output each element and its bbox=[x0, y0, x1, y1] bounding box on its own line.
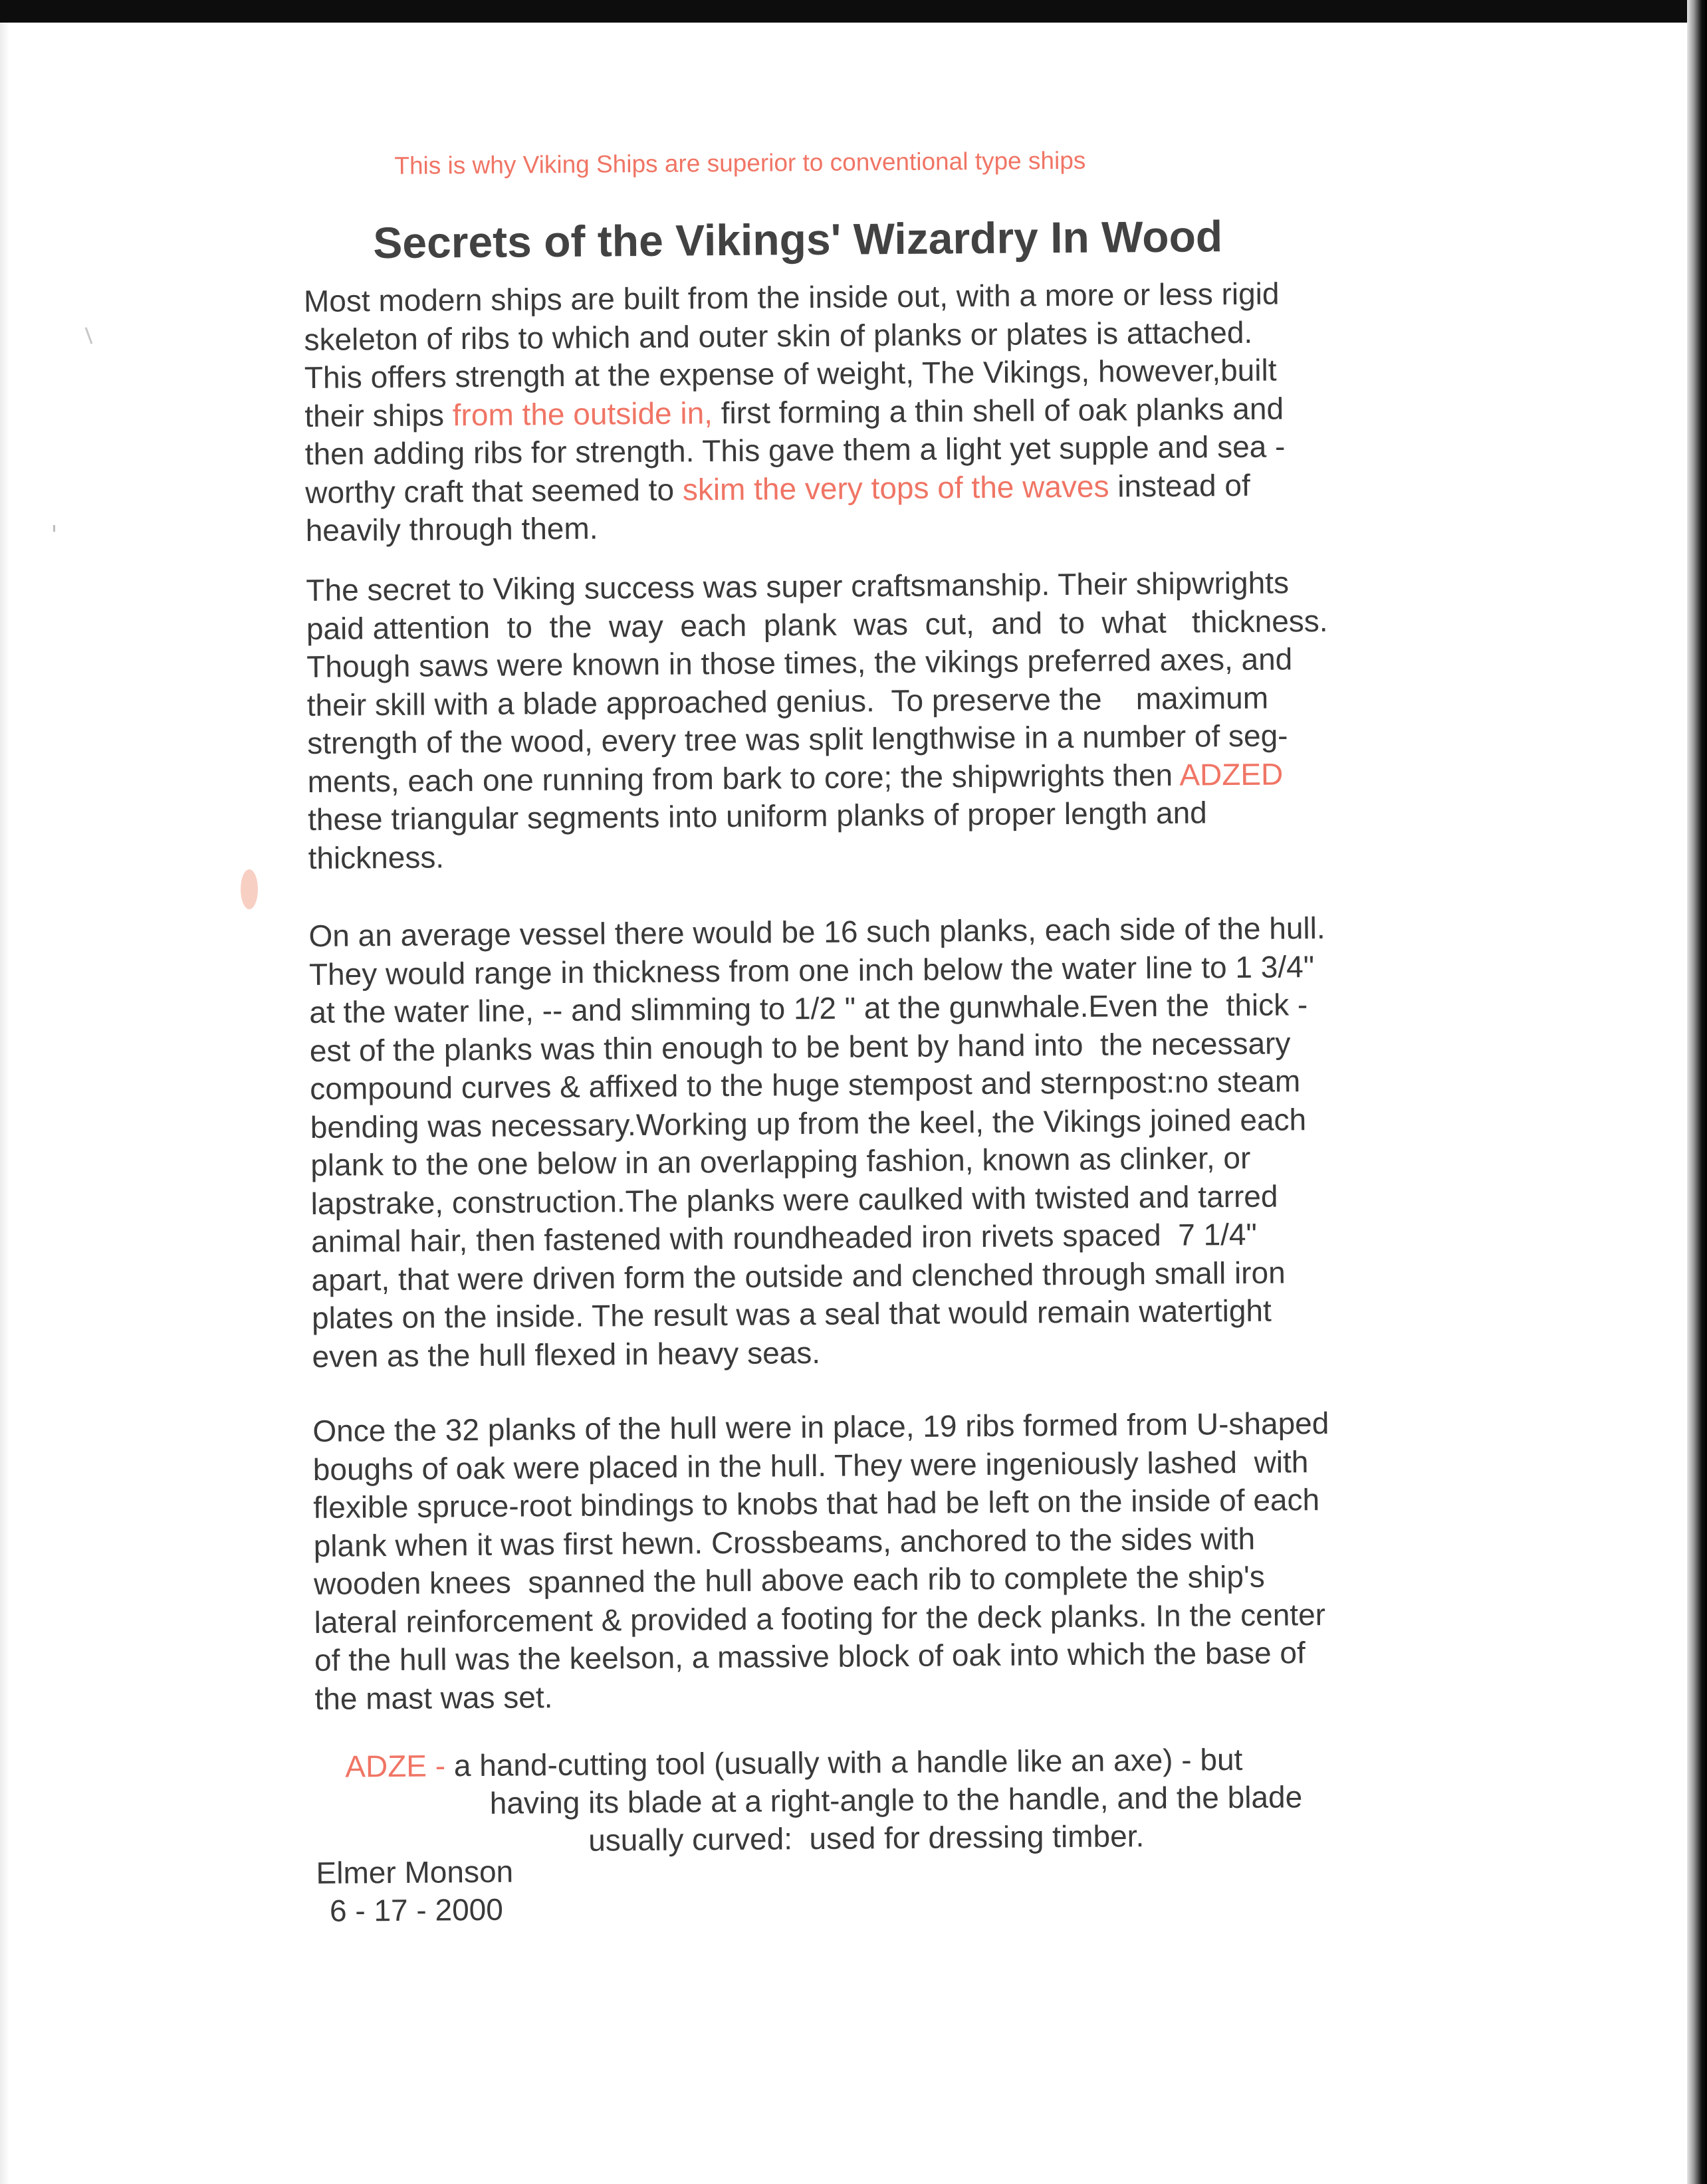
text-segment: worthy craft that seemed to bbox=[305, 472, 683, 510]
document-date: 6 - 17 - 2000 bbox=[329, 1892, 504, 1928]
definition-adze bbox=[315, 1738, 1545, 1858]
tagline: This is why Viking Ships are superior to conventional type ships bbox=[394, 146, 1086, 179]
text-segment: instead of bbox=[1109, 467, 1250, 503]
text-line: skeleton of ribs to which and outer skin of planks or plates is attached. bbox=[304, 314, 1253, 357]
highlighted-term-adzed: ADZED bbox=[1179, 756, 1284, 792]
paragraph-planks bbox=[308, 907, 1541, 1376]
text-line: these triangular segments into uniform planks of proper length and bbox=[307, 795, 1207, 837]
text-line: strength of the wood, every tree was split lengthwise in a number of seg- bbox=[307, 718, 1288, 760]
highlighted-phrase: from the outside in, bbox=[452, 395, 713, 432]
author-name: Elmer Monson bbox=[316, 1854, 514, 1890]
highlighted-phrase: skim the very tops of the waves bbox=[682, 468, 1109, 507]
scan-left-shadow bbox=[0, 23, 9, 2184]
text-segment: first forming a thin shell of oak planks and bbox=[712, 390, 1284, 430]
text-line: heavily through them. bbox=[305, 510, 598, 548]
text-line: compound curves & affixed to the huge stempost and sternpost:no steam bbox=[310, 1063, 1301, 1106]
text-line: animal hair, then fastened with roundheaded iron rivets spaced 7 1/4" bbox=[310, 1216, 1258, 1259]
scan-right-border bbox=[1687, 0, 1707, 2184]
text-line: On an average vessel there would be 16 such planks, each side of the hull. bbox=[308, 910, 1325, 953]
scan-mark bbox=[53, 525, 55, 532]
text-line: even as the hull flexed in heavy seas. bbox=[312, 1335, 821, 1374]
text-line: of the hull was the keelson, a massive block of oak into which the base of bbox=[314, 1635, 1306, 1678]
text-line: Once the 32 planks of the hull were in place, 19 ribs formed from U-shaped bbox=[312, 1405, 1329, 1448]
text-segment: ments, each one running from bark to core; the shipwrights then bbox=[307, 757, 1180, 799]
document bbox=[302, 123, 1532, 1928]
text-line: est of the planks was thin enough to be bent by hand into the necessary bbox=[309, 1025, 1291, 1068]
paragraph-construction bbox=[304, 273, 1536, 550]
text-line: thickness. bbox=[308, 839, 445, 875]
text-line: plates on the inside. The result was a seal that would remain watertight bbox=[311, 1293, 1272, 1335]
text-line: flexible spruce-root bindings to knobs that had be left on the inside of each bbox=[313, 1482, 1320, 1525]
text-line: bending was necessary.Working up from the keel, the Vikings joined each bbox=[310, 1101, 1307, 1145]
text-line: lapstrake, construction.The planks were caulked with twisted and tarred bbox=[310, 1178, 1278, 1221]
text-line: lateral reinforcement & provided a footing for the deck planks. In the center bbox=[314, 1596, 1326, 1640]
definition-line bbox=[345, 1741, 1242, 1786]
text-segment: their ships bbox=[304, 397, 453, 433]
text-line: their skill with a blade approached genius. To preserve the maximum bbox=[306, 680, 1269, 722]
text-line: wooden knees spanned the hull above each rib to complete the ship's bbox=[313, 1559, 1265, 1601]
text-line: The secret to Viking success was super craftsmanship. Their shipwrights bbox=[306, 565, 1290, 607]
paragraph-craftsmanship bbox=[306, 562, 1538, 877]
text-line: Most modern ships are built from the inside out, with a more or less rigid bbox=[303, 276, 1280, 318]
text-line: paid attention to the way each plank was cut, and to what thickness. bbox=[306, 603, 1328, 646]
definition-text: a hand-cutting tool (usually with a handle like an axe) - but bbox=[445, 1741, 1243, 1783]
definition-line: usually curved: used for dressing timber. bbox=[588, 1818, 1145, 1858]
paragraph-ribs bbox=[312, 1402, 1545, 1718]
scan-top-border bbox=[0, 0, 1707, 23]
text-line: apart, that were driven form the outside and clenched through small iron bbox=[311, 1254, 1286, 1297]
text-line: plank to the one below in an overlapping fashion, known as clinker, or bbox=[310, 1140, 1251, 1182]
ink-smudge bbox=[241, 869, 258, 909]
page-title: Secrets of the Vikings' Wizardry In Wood bbox=[373, 211, 1223, 268]
definition-line: having its blade at a right-angle to the handle, and the blade bbox=[489, 1779, 1303, 1820]
definition-term: ADZE - bbox=[345, 1748, 446, 1784]
text-line: Though saws were known in those times, the vikings preferred axes, and bbox=[306, 641, 1293, 684]
text-line: then adding ribs for strength. This gave them a light yet supple and sea - bbox=[304, 429, 1286, 471]
text-line: plank when it was first hewn. Crossbeams, anchored to the sides with bbox=[313, 1521, 1256, 1563]
scan-mark bbox=[85, 327, 93, 344]
text-line: at the water line, -- and slimming to 1/2 " at the gunwhale.Even the thick - bbox=[309, 987, 1308, 1030]
text-line: They would range in thickness from one inch below the water line to 1 3/4" bbox=[308, 948, 1315, 992]
text-line: This offers strength at the expense of weight, The Vikings, however,built bbox=[304, 352, 1277, 395]
text-line: the mast was set. bbox=[314, 1679, 553, 1716]
text-line: boughs of oak were placed in the hull. They were ingeniously lashed with bbox=[312, 1444, 1309, 1487]
